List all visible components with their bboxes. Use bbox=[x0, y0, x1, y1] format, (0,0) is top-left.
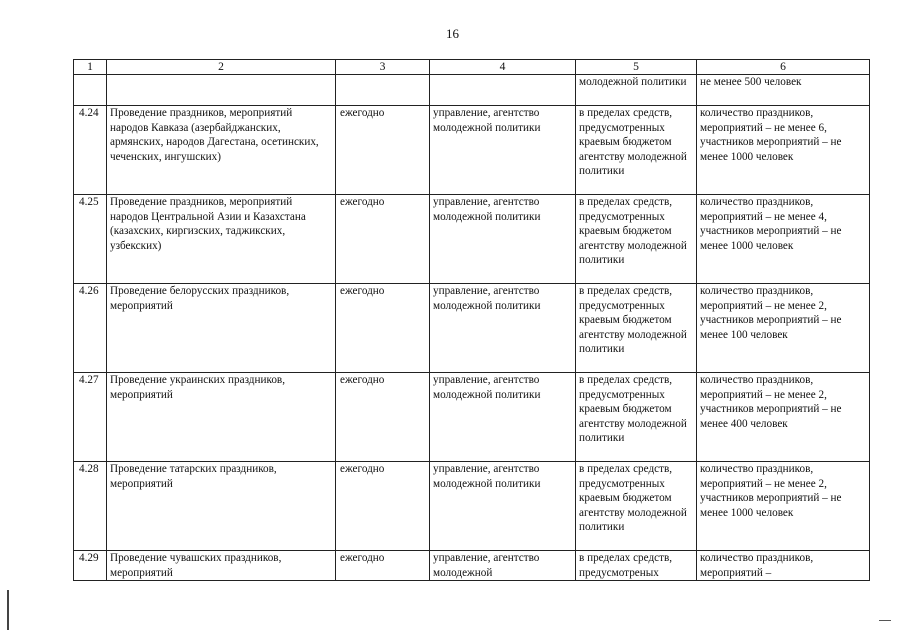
cell-event: Проведение праздников, мероприятий народов Кавказа (азербайджанских, армянских, народов Дагестана, осетинских, чеченских, ингушских) bbox=[107, 106, 336, 195]
cell-indicator: количество праздников, мероприятий – bbox=[697, 551, 870, 581]
cell-num: 4.28 bbox=[74, 462, 107, 551]
cell-funding: молодежной политики bbox=[576, 75, 697, 106]
cell-period: ежегодно bbox=[336, 195, 430, 284]
header-col-3: 3 bbox=[336, 60, 430, 75]
header-row bbox=[74, 60, 870, 75]
cell-period: ежегодно bbox=[336, 106, 430, 195]
cell-funding: в пределах средств, предусмотренных краевым бюджетом агентству молодежной политики bbox=[576, 284, 697, 373]
cell-indicator: количество праздников, мероприятий – не менее 6, участников мероприятий – не менее 1000 человек bbox=[697, 106, 870, 195]
cell-num: 4.26 bbox=[74, 284, 107, 373]
cell-executor: управление, агентство молодежной политики bbox=[430, 462, 576, 551]
header-col-1: 1 bbox=[74, 60, 107, 75]
cell-funding: в пределах средств, предусмотренных краевым бюджетом агентству молодежной политики bbox=[576, 373, 697, 462]
cell-funding: в пределах средств, предусмотреных bbox=[576, 551, 697, 581]
cell-indicator: количество праздников, мероприятий – не менее 4, участников мероприятий – не менее 1000 человек bbox=[697, 195, 870, 284]
cell-indicator: количество праздников, мероприятий – не менее 2, участников мероприятий – не менее 1000 человек bbox=[697, 462, 870, 551]
cell-period: ежегодно bbox=[336, 373, 430, 462]
header-col-5: 5 bbox=[576, 60, 697, 75]
table-row bbox=[74, 195, 870, 284]
continuation-row bbox=[74, 75, 870, 106]
header-col-4: 4 bbox=[430, 60, 576, 75]
scan-edge-mark bbox=[7, 590, 9, 630]
cell-num: 4.25 bbox=[74, 195, 107, 284]
cell-funding: в пределах средств, предусмотренных краевым бюджетом агентству молодежной политики bbox=[576, 106, 697, 195]
cell-executor: управление, агентство молодежной политики bbox=[430, 373, 576, 462]
cell-event: Проведение праздников, мероприятий народов Центральной Азии и Казахстана (казахских, киргизских, таджикских, узбекских) bbox=[107, 195, 336, 284]
table-row bbox=[74, 462, 870, 551]
scan-edge-mark bbox=[879, 620, 891, 621]
table-row bbox=[74, 106, 870, 195]
cell-event: Проведение татарских праздников, мероприятий bbox=[107, 462, 336, 551]
cell-executor: управление, агентство молодежной bbox=[430, 551, 576, 581]
cell-funding: в пределах средств, предусмотренных краевым бюджетом агентству молодежной политики bbox=[576, 195, 697, 284]
plan-table bbox=[73, 59, 870, 581]
cell-executor: управление, агентство молодежной политики bbox=[430, 106, 576, 195]
cell-indicator: не менее 500 человек bbox=[697, 75, 870, 106]
cell-indicator: количество праздников, мероприятий – не менее 2, участников мероприятий – не менее 400 человек bbox=[697, 373, 870, 462]
cell-executor bbox=[430, 75, 576, 106]
cell-funding: в пределах средств, предусмотренных краевым бюджетом агентству молодежной политики bbox=[576, 462, 697, 551]
table-row bbox=[74, 284, 870, 373]
cell-event bbox=[107, 75, 336, 106]
cell-period: ежегодно bbox=[336, 284, 430, 373]
cell-num: 4.24 bbox=[74, 106, 107, 195]
cell-event: Проведение белорусских праздников, мероприятий bbox=[107, 284, 336, 373]
cell-indicator: количество праздников, мероприятий – не менее 2, участников мероприятий – не менее 100 человек bbox=[697, 284, 870, 373]
page-number: 16 bbox=[446, 26, 459, 41]
cell-num bbox=[74, 75, 107, 106]
header-col-6: 6 bbox=[697, 60, 870, 75]
cell-period: ежегодно bbox=[336, 462, 430, 551]
cell-executor: управление, агентство молодежной политики bbox=[430, 195, 576, 284]
cell-event: Проведение чувашских праздников, мероприятий bbox=[107, 551, 336, 581]
table-row bbox=[74, 551, 870, 581]
table-row bbox=[74, 373, 870, 462]
cell-period bbox=[336, 75, 430, 106]
cell-num: 4.29 bbox=[74, 551, 107, 581]
cell-event: Проведение украинских праздников, мероприятий bbox=[107, 373, 336, 462]
cell-executor: управление, агентство молодежной политики bbox=[430, 284, 576, 373]
cell-num: 4.27 bbox=[74, 373, 107, 462]
cell-period: ежегодно bbox=[336, 551, 430, 581]
header-col-2: 2 bbox=[107, 60, 336, 75]
